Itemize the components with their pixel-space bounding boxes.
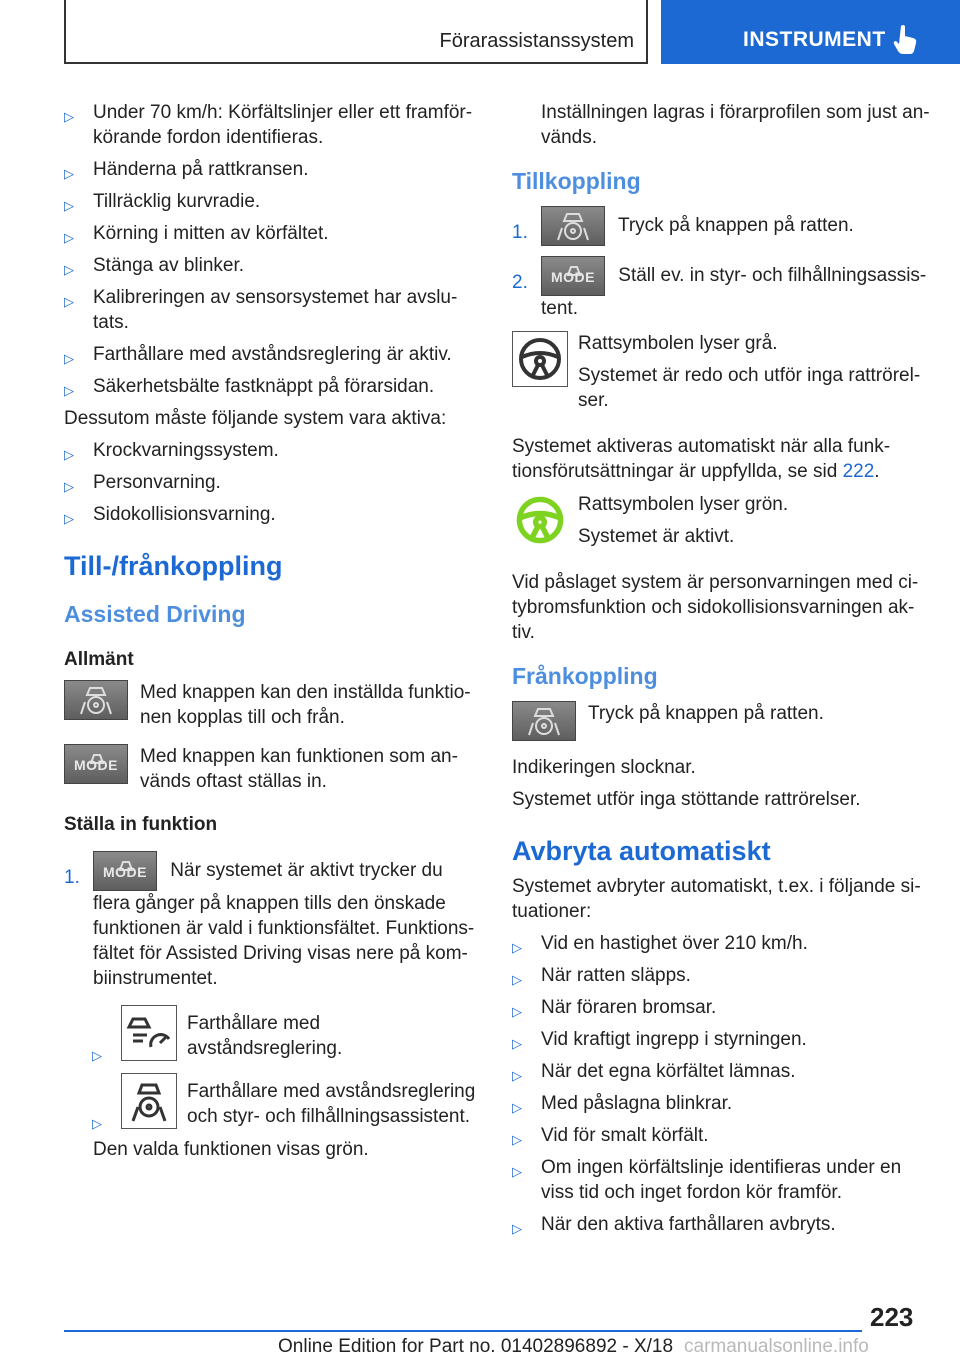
- list-item: ▷ Personvarning.: [64, 470, 478, 495]
- icon-description: Med knappen kan funktionen som an-vänds oftast ställas in.: [140, 746, 458, 792]
- list-item: ▷ Stänga av blinker.: [64, 253, 478, 278]
- paragraph: Systemet aktiveras automatiskt när alla funk-tionsförutsättningar är uppfyllda, se sid 222.: [512, 436, 891, 482]
- list-item: ▷ Vid för smalt körfält.: [512, 1123, 930, 1148]
- icon-description: Rattsymbolen lyser grön.: [578, 494, 789, 515]
- bullet-triangle-icon: ▷: [64, 383, 74, 398]
- bullet-triangle-icon: ▷: [64, 109, 74, 124]
- steering-wheel-grey-icon: [512, 331, 568, 387]
- list-item: ▷ Krockvarningssystem.: [64, 438, 478, 463]
- paragraph: Systemet avbryter automatiskt, t.ex. i följande si-tuationer:: [512, 876, 921, 922]
- list-item: ▷ Händerna på rattkransen.: [64, 157, 478, 182]
- assist-steering-icon: [121, 1073, 177, 1129]
- icon-description-row: [64, 744, 478, 794]
- bullet-triangle-icon: ▷: [64, 198, 74, 213]
- list-item: ▷ Vid en hastighet över 210 km/h.: [512, 931, 930, 956]
- step-text: Tryck på knappen på ratten.: [617, 215, 854, 237]
- numbered-step: [64, 851, 478, 991]
- bullet-triangle-icon: ▷: [64, 447, 74, 462]
- bullet-triangle-icon: ▷: [64, 262, 74, 277]
- bullet-triangle-icon: ▷: [512, 1036, 522, 1051]
- bullet-triangle-icon: ▷: [92, 1116, 102, 1131]
- icon-description-row: [512, 331, 930, 420]
- header-chapter-title: INSTRUMENT: [743, 28, 886, 51]
- bullet-triangle-icon: ▷: [92, 1048, 102, 1063]
- sub-bullet-text: Farthållare med avståndsreglering.: [187, 1013, 343, 1059]
- list-item: ▷ När ratten släpps.: [512, 963, 930, 988]
- sub-bullet-text: Farthållare med avståndsreglering och styr- och filhållningsassistent.: [187, 1081, 476, 1127]
- list-item: ▷ När det egna körfältet lämnas.: [512, 1059, 930, 1084]
- list-item: ▷ Om ingen körfältslinje identifieras under en viss tid och inget fordon kör framför.: [512, 1157, 902, 1203]
- bullet-triangle-icon: ▷: [64, 230, 74, 245]
- section-heading: Till-/frånkoppling: [64, 551, 283, 581]
- icon-description: Tryck på knappen på ratten.: [588, 703, 824, 724]
- list-item: ▷ Vid kraftigt ingrepp i styrningen.: [512, 1027, 930, 1052]
- list-item: ▷ Farthållare med avståndsreglering är aktiv.: [64, 342, 478, 367]
- section-heading: Avbryta automatiskt: [512, 836, 771, 866]
- list-item: ▷ Tillräcklig kurvradie.: [64, 189, 478, 214]
- bullet-triangle-icon: ▷: [512, 1100, 522, 1115]
- bullet-triangle-icon: ▷: [64, 351, 74, 366]
- numbered-step: [512, 256, 930, 321]
- left-column: [64, 100, 478, 1169]
- step-text: När systemet är aktivt trycker du flera gånger på knappen tills den önskade funktionen är vald i funktionsfältet. Funktions-fältet för Assisted Driving visas nere på kom-biinstrumentet.: [93, 860, 475, 989]
- list-item: [92, 1005, 478, 1061]
- watermark: carmanualsonline.info: [684, 1336, 869, 1357]
- bullet-triangle-icon: ▷: [64, 511, 74, 526]
- icon-description-row: [512, 701, 930, 741]
- list-item: ▷ Sidokollisionsvarning.: [64, 502, 478, 527]
- header-chapter-tab[interactable]: [661, 0, 960, 64]
- list-item: ▷ När föraren bromsar.: [512, 995, 930, 1020]
- list-item: ▷ Säkerhetsbälte fastknäppt på förarsidan.: [64, 374, 478, 399]
- subsection-heading: Assisted Driving: [64, 601, 246, 627]
- numbered-step: [512, 206, 930, 246]
- minor-heading: Ställa in funktion: [64, 814, 218, 835]
- mode-button-icon: MODE: [541, 256, 605, 296]
- bullet-triangle-icon: ▷: [512, 1004, 522, 1019]
- paragraph: Dessutom måste följande system vara aktiva:: [64, 408, 447, 429]
- bullet-triangle-icon: ▷: [64, 166, 74, 181]
- step-text: Ställ ev. in styr- och filhållningsassis-tent.: [541, 265, 927, 319]
- step-number: 2.: [512, 272, 528, 293]
- bullet-triangle-icon: ▷: [64, 294, 74, 309]
- bullet-triangle-icon: ▷: [512, 1068, 522, 1083]
- icon-description-row: [512, 492, 930, 556]
- icon-description: Rattsymbolen lyser grå.: [578, 333, 778, 354]
- steering-wheel-green-icon: [512, 492, 568, 548]
- step-number: 1.: [64, 867, 80, 888]
- list-item: ▷ Med påslagna blinkrar.: [512, 1091, 930, 1116]
- paragraph: Inställningen lagras i förarprofilen som just an-vänds.: [541, 102, 930, 148]
- bullet-triangle-icon: ▷: [512, 972, 522, 987]
- bullet-triangle-icon: ▷: [512, 1221, 522, 1236]
- icon-description: Med knappen kan den inställda funktio-nen kopplas till och från.: [140, 682, 471, 728]
- subsection-heading: Tillkoppling: [512, 168, 641, 194]
- icon-description-row: [64, 680, 478, 730]
- list-item: [92, 1073, 478, 1129]
- paragraph: Vid påslaget system är personvarningen med ci-tybromsfunktion och sidokollisionsvarningen ak-tiv.: [512, 572, 919, 643]
- right-column: [512, 100, 930, 1244]
- assist-steering-button-icon: [512, 701, 576, 741]
- pointing-hand-icon: [893, 24, 919, 59]
- icon-description: Systemet är aktivt.: [578, 526, 735, 547]
- icon-description: Systemet är redo och utför inga rattrörel-ser.: [578, 365, 921, 411]
- mode-button-icon: MODE: [93, 851, 157, 891]
- step-number: 1.: [512, 222, 528, 243]
- paragraph: Indikeringen slocknar.: [512, 757, 696, 778]
- list-item: ▷ Körning i mitten av körfältet.: [64, 221, 478, 246]
- header-section-title: Förarassistanssystem: [439, 30, 634, 52]
- minor-heading: Allmänt: [64, 649, 134, 670]
- list-item: ▷ När den aktiva farthållaren avbryts.: [512, 1212, 930, 1237]
- bullet-triangle-icon: ▷: [64, 479, 74, 494]
- page-number: 223: [870, 1302, 914, 1332]
- assist-steering-button-icon: [541, 206, 605, 246]
- cruise-distance-icon: [121, 1005, 177, 1061]
- paragraph: Systemet utför inga stöttande rattrörelser.: [512, 789, 861, 810]
- list-item: ▷ Kalibreringen av sensorsystemet har avslu-tats.: [64, 287, 458, 333]
- subsection-heading: Frånkoppling: [512, 663, 658, 689]
- footer-divider: [64, 1330, 862, 1332]
- page-reference-link[interactable]: 222: [842, 461, 875, 482]
- bullet-triangle-icon: ▷: [512, 940, 522, 955]
- mode-button-icon: MODE: [64, 744, 128, 784]
- list-item: ▷ Under 70 km/h: Körfältslinjer eller ett framför-körande fordon identifieras.: [64, 102, 473, 148]
- assist-steering-button-icon: [64, 680, 128, 720]
- paragraph: Den valda funktionen visas grön.: [93, 1139, 369, 1160]
- bullet-triangle-icon: ▷: [512, 1164, 522, 1179]
- footer-edition: Online Edition for Part no. 01402896892 - X/18: [278, 1336, 674, 1357]
- bullet-triangle-icon: ▷: [512, 1132, 522, 1147]
